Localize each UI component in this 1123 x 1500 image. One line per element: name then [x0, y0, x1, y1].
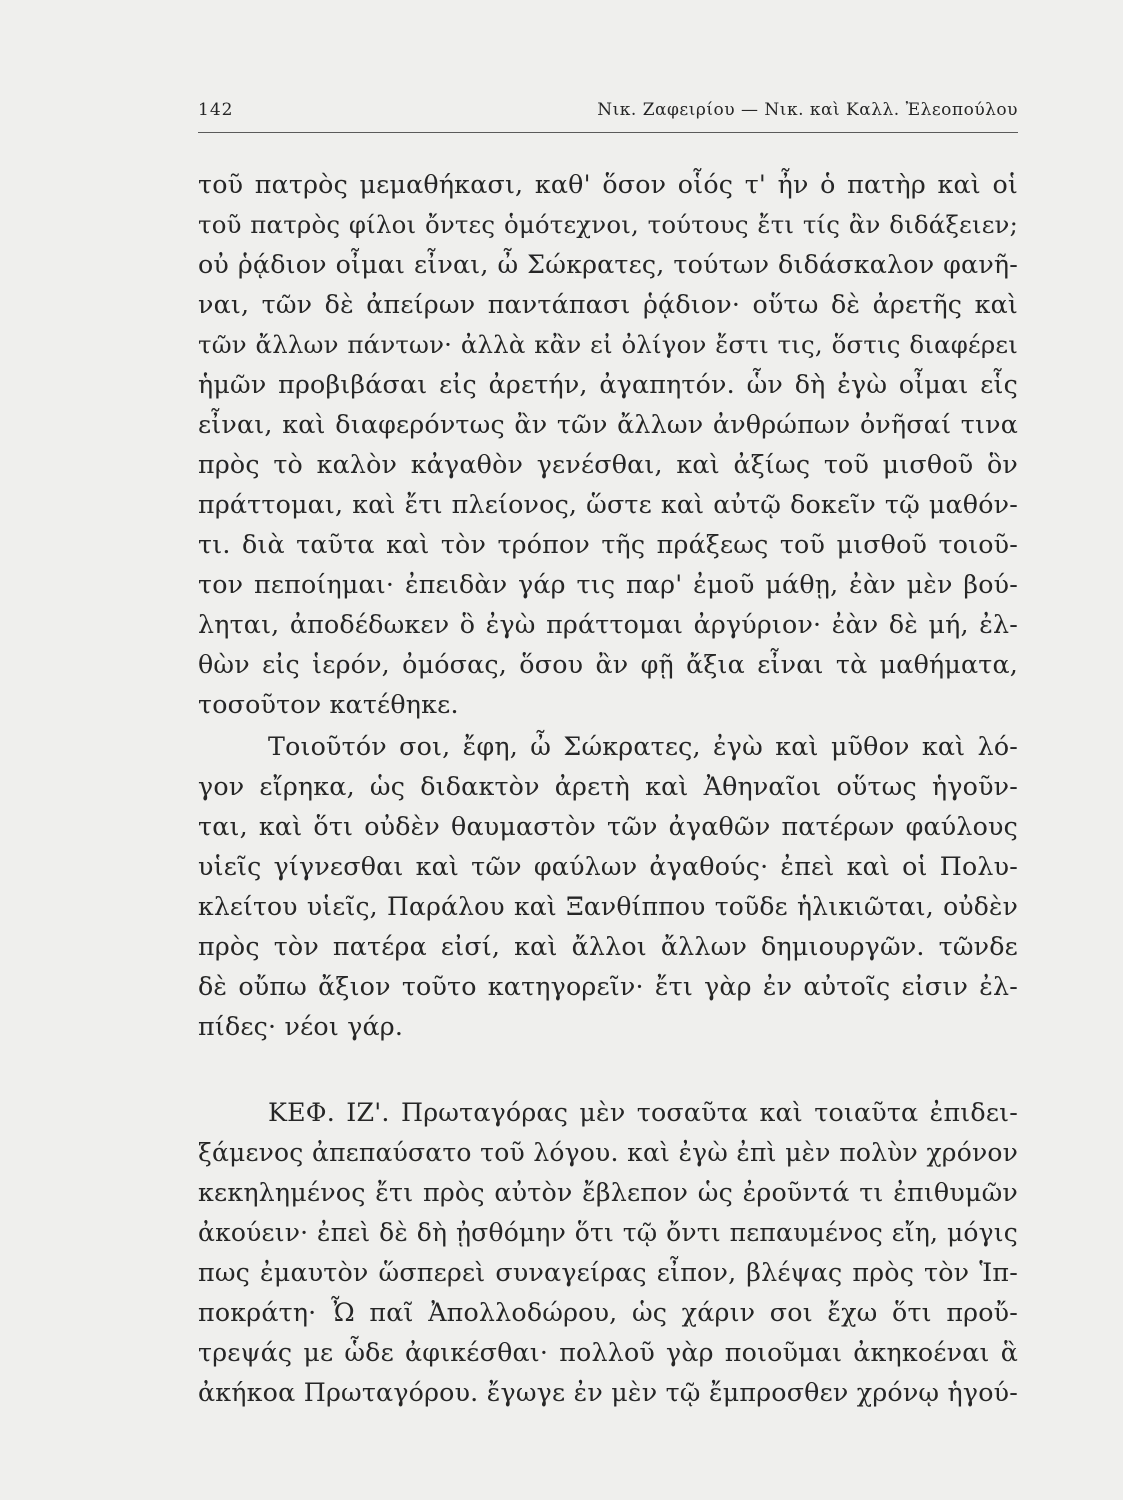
text-line: κεκηλημένος ἔτι πρὸς αὐτὸν ἔβλεπον ὡς ἐροῦντά τι ἐπιθυμῶν — [198, 1178, 1018, 1207]
text-line: τρεψάς με ὧδε ἀφικέσθαι· πολλοῦ γὰρ ποιοῦμαι ἀκηκοέναι ἃ — [198, 1338, 1018, 1367]
text-line: θὼν εἰς ἱερόν, ὀμόσας, ὅσου ἂν φῇ ἄξια εἶναι τὰ μαθήματα, — [198, 650, 1018, 679]
text-line: τοῦ πατρὸς φίλοι ὄντες ὁμότεχνοι, τούτους ἔτι τίς ἂν διδάξειεν; — [198, 210, 1018, 239]
text-line: τοσοῦτον κατέθηκε. — [198, 690, 459, 719]
text-line: υἱεῖς γίγνεσθαι καὶ τῶν φαύλων ἀγαθούς· ἐπεὶ καὶ οἱ Πολυ- — [198, 852, 1018, 881]
text-line: πως ἐμαυτὸν ὥσπερεὶ συναγείρας εἶπον, βλέψας πρὸς τὸν Ἱπ- — [198, 1258, 1018, 1287]
text-line: τι. διὰ ταῦτα καὶ τὸν τρόπον τῆς πράξεως τοῦ μισθοῦ τοιοῦ- — [198, 530, 1018, 559]
text-line: πίδες· νέοι γάρ. — [198, 1012, 404, 1041]
text-line: πρὸς τὸ καλὸν κἀγαθὸν γενέσθαι, καὶ ἀξίως τοῦ μισθοῦ ὃν — [198, 450, 1018, 479]
text-line: οὐ ῥᾴδιον οἶμαι εἶναι, ὦ Σώκρατες, τούτων διδάσκαλον φανῆ- — [198, 250, 1018, 279]
chapter-heading-line: ΚΕΦ. ΙΖ'. Πρωταγόρας μὲν τοσαῦτα καὶ τοιαῦτα ἐπιδει- — [268, 1098, 1018, 1127]
text-line: τον πεποίημαι· ἐπειδὰν γάρ τις παρ' ἐμοῦ μάθῃ, ἐὰν μὲν βού- — [198, 570, 1018, 599]
text-line: ἡμῶν προβιβάσαι εἰς ἀρετήν, ἀγαπητόν. ὧν δὴ ἐγὼ οἶμαι εἷς — [198, 370, 1018, 399]
text-line: ναι, τῶν δὲ ἀπείρων παντάπασι ῥᾴδιον· οὕτω δὲ ἀρετῆς καὶ — [198, 290, 1018, 319]
text-line: ποκράτη· Ὦ παῖ Ἀπολλοδώρου, ὡς χάριν σοι ἔχω ὅτι προὔ- — [198, 1298, 1018, 1327]
text-line: ξάμενος ἀπεπαύσατο τοῦ λόγου. καὶ ἐγὼ ἐπὶ μὲν πολὺν χρόνον — [198, 1138, 1018, 1167]
text-line: δὲ οὔπω ἄξιον τοῦτο κατηγορεῖν· ἔτι γὰρ ἐν αὐτοῖς εἰσιν ἐλ- — [198, 972, 1018, 1001]
text-line: τοῦ πατρὸς μεμαθήκασι, καθ' ὅσον οἷός τ' ἦν ὁ πατὴρ καὶ οἱ — [198, 170, 1018, 199]
text-line: ληται, ἀποδέδωκεν ὃ ἐγὼ πράττομαι ἀργύριον· ἐὰν δὲ μή, ἐλ- — [198, 610, 1018, 639]
text-line: εἶναι, καὶ διαφερόντως ἂν τῶν ἄλλων ἀνθρώπων ὀνῆσαί τινα — [198, 410, 1018, 439]
text-line: ἀκούειν· ἐπεὶ δὲ δὴ ᾐσθόμην ὅτι τῷ ὄντι πεπαυμένος εἴη, μόγις — [198, 1218, 1018, 1247]
text-line: τῶν ἄλλων πάντων· ἀλλὰ κἂν εἰ ὀλίγον ἔστι τις, ὅστις διαφέρει — [198, 330, 1018, 359]
text-line: πράττομαι, καὶ ἔτι πλείονος, ὥστε καὶ αὐτῷ δοκεῖν τῷ μαθόν- — [198, 490, 1018, 519]
text-line: γον εἴρηκα, ὡς διδακτὸν ἀρετὴ καὶ Ἀθηναῖοι οὕτως ἡγοῦν- — [198, 772, 1018, 801]
text-line: Τοιοῦτόν σοι, ἔφη, ὦ Σώκρατες, ἐγὼ καὶ μῦθον καὶ λό- — [268, 732, 1018, 761]
text-line: πρὸς τὸν πατέρα εἰσί, καὶ ἄλλοι ἄλλων δημιουργῶν. τῶνδε — [198, 932, 1018, 961]
page-number: 142 — [198, 100, 234, 120]
running-title: Νικ. Ζαφειρίου — Νικ. καὶ Καλλ. Ἐλεοπούλου — [597, 100, 1018, 120]
page-header — [198, 100, 1018, 133]
text-line: ται, καὶ ὅτι οὐδὲν θαυμαστὸν τῶν ἀγαθῶν πατέρων φαύλους — [198, 812, 1018, 841]
text-line: ἀκήκοα Πρωταγόρου. ἔγωγε ἐν μὲν τῷ ἔμπροσθεν χρόνῳ ἡγού- — [198, 1378, 1018, 1407]
text-line: κλείτου υἱεῖς, Παράλου καὶ Ξανθίππου τοῦδε ἡλικιῶται, οὐδὲν — [198, 892, 1018, 921]
